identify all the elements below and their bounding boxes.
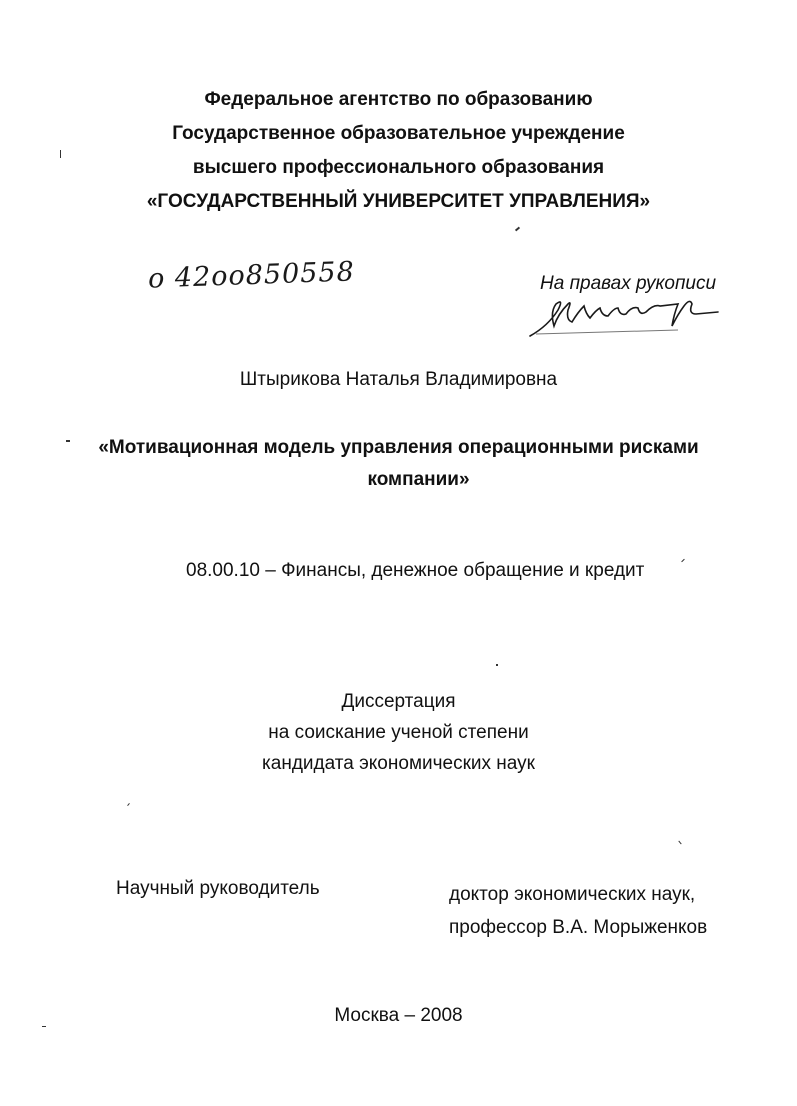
- agency-name: Федеральное агентство по образованию: [204, 89, 593, 110]
- supervisor-info: [449, 878, 707, 944]
- organization-header: [0, 83, 797, 219]
- scan-speck: [60, 150, 61, 158]
- university-name: «ГОСУДАРСТВЕННЫЙ УНИВЕРСИТЕТ УПРАВЛЕНИЯ»: [146, 191, 651, 212]
- author-name: Штырикова Наталья Владимировна: [239, 369, 558, 390]
- city-year: Москва – 2008: [334, 1005, 463, 1026]
- specialty-code: 08.00.10 – Финансы, денежное обращение и кредит: [186, 560, 645, 581]
- scan-speck: [515, 227, 520, 232]
- dissertation-label: Диссертация: [341, 691, 456, 712]
- handwritten-registration-number: о 42оо850558: [147, 256, 356, 295]
- scan-speck: [66, 440, 70, 442]
- rights-note: На правах рукописи: [540, 273, 717, 294]
- dissertation-type: [0, 686, 797, 779]
- institution-type: Государственное образовательное учреждение: [172, 123, 625, 144]
- supervisor-degree: доктор экономических наук,: [449, 884, 696, 905]
- scan-speck: [496, 664, 498, 666]
- title-line-2: компании»: [367, 469, 470, 490]
- title-line-1: «Мотивационная модель управления операционными рисками: [98, 437, 699, 458]
- education-level: высшего профессионального образования: [192, 157, 605, 178]
- scan-speck: [681, 559, 685, 563]
- supervisor-name: профессор В.А. Морыженков: [449, 917, 708, 938]
- supervisor-label: Научный руководитель: [116, 878, 320, 899]
- dissertation-title: [0, 432, 797, 496]
- degree-purpose: на соискание ученой степени: [268, 722, 529, 743]
- scan-speck: [127, 803, 130, 806]
- degree-name: кандидата экономических наук: [262, 753, 535, 774]
- signature-icon: [528, 290, 728, 340]
- scan-speck: [678, 841, 681, 845]
- scan-speck: [42, 1026, 46, 1027]
